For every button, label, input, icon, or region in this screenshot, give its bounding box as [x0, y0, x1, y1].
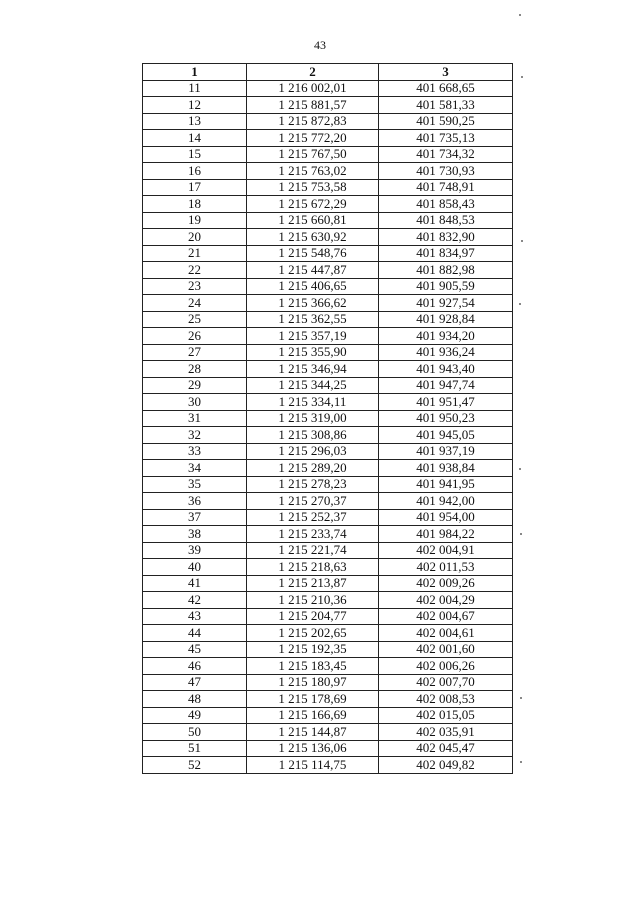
table-row: [143, 229, 513, 246]
point-number-cell: 33: [143, 443, 247, 460]
table-row: [143, 493, 513, 510]
y-coordinate-cell: 401 848,53: [379, 212, 513, 229]
y-coordinate-cell: 402 009,26: [379, 575, 513, 592]
point-number-cell: 32: [143, 427, 247, 444]
x-coordinate-cell: 1 215 362,55: [247, 311, 379, 328]
y-coordinate-cell: 401 947,74: [379, 377, 513, 394]
table-row: [143, 740, 513, 757]
x-coordinate-cell: 1 215 406,65: [247, 278, 379, 295]
table-row: [143, 97, 513, 114]
point-number-cell: 38: [143, 526, 247, 543]
x-coordinate-cell: 1 215 296,03: [247, 443, 379, 460]
x-coordinate-cell: 1 215 872,83: [247, 113, 379, 130]
y-coordinate-cell: 401 581,33: [379, 97, 513, 114]
point-number-cell: 22: [143, 262, 247, 279]
table-row: [143, 476, 513, 493]
table-row: [143, 278, 513, 295]
x-coordinate-cell: 1 215 334,11: [247, 394, 379, 411]
y-coordinate-cell: 402 035,91: [379, 724, 513, 741]
point-number-cell: 42: [143, 592, 247, 609]
y-coordinate-cell: 401 951,47: [379, 394, 513, 411]
scan-speck: [519, 468, 521, 470]
point-number-cell: 27: [143, 344, 247, 361]
page-number: 43: [314, 38, 326, 52]
point-number-cell: 40: [143, 559, 247, 576]
y-coordinate-cell: 401 832,90: [379, 229, 513, 246]
y-coordinate-cell: 401 984,22: [379, 526, 513, 543]
x-coordinate-cell: 1 215 252,37: [247, 509, 379, 526]
point-number-cell: 41: [143, 575, 247, 592]
table-row: [143, 460, 513, 477]
x-coordinate-cell: 1 215 180,97: [247, 674, 379, 691]
y-coordinate-cell: 401 882,98: [379, 262, 513, 279]
y-coordinate-cell: 402 004,29: [379, 592, 513, 609]
point-number-cell: 16: [143, 163, 247, 180]
x-coordinate-cell: 1 215 630,92: [247, 229, 379, 246]
scan-speck: [521, 240, 523, 242]
y-coordinate-cell: 401 858,43: [379, 196, 513, 213]
x-coordinate-cell: 1 215 753,58: [247, 179, 379, 196]
x-coordinate-cell: 1 215 672,29: [247, 196, 379, 213]
x-coordinate-cell: 1 215 355,90: [247, 344, 379, 361]
table-row: [143, 113, 513, 130]
y-coordinate-cell: 401 905,59: [379, 278, 513, 295]
table-row: [143, 212, 513, 229]
point-number-cell: 23: [143, 278, 247, 295]
table-row: [143, 179, 513, 196]
x-coordinate-cell: 1 215 763,02: [247, 163, 379, 180]
point-number-cell: 52: [143, 757, 247, 774]
x-coordinate-cell: 1 215 881,57: [247, 97, 379, 114]
table-row: [143, 361, 513, 378]
y-coordinate-cell: 401 942,00: [379, 493, 513, 510]
point-number-cell: 43: [143, 608, 247, 625]
point-number-cell: 25: [143, 311, 247, 328]
y-coordinate-cell: 401 927,54: [379, 295, 513, 312]
y-coordinate-cell: 402 001,60: [379, 641, 513, 658]
point-number-cell: 30: [143, 394, 247, 411]
table-row: [143, 641, 513, 658]
coordinates-table: [142, 63, 513, 774]
table-row: [143, 592, 513, 609]
x-coordinate-cell: 1 215 183,45: [247, 658, 379, 675]
table-row: [143, 410, 513, 427]
point-number-cell: 37: [143, 509, 247, 526]
point-number-cell: 12: [143, 97, 247, 114]
point-number-cell: 49: [143, 707, 247, 724]
point-number-cell: 21: [143, 245, 247, 262]
table-row: [143, 757, 513, 774]
x-coordinate-cell: 1 215 660,81: [247, 212, 379, 229]
x-coordinate-cell: 1 215 366,62: [247, 295, 379, 312]
point-number-cell: 29: [143, 377, 247, 394]
y-coordinate-cell: 401 934,20: [379, 328, 513, 345]
point-number-cell: 18: [143, 196, 247, 213]
table-row: [143, 377, 513, 394]
point-number-cell: 46: [143, 658, 247, 675]
x-coordinate-cell: 1 215 270,37: [247, 493, 379, 510]
x-coordinate-cell: 1 215 346,94: [247, 361, 379, 378]
x-coordinate-cell: 1 215 233,74: [247, 526, 379, 543]
x-coordinate-cell: 1 215 210,36: [247, 592, 379, 609]
point-number-cell: 50: [143, 724, 247, 741]
point-number-cell: 36: [143, 493, 247, 510]
point-number-cell: 31: [143, 410, 247, 427]
y-coordinate-cell: 402 004,61: [379, 625, 513, 642]
y-coordinate-cell: 401 834,97: [379, 245, 513, 262]
x-coordinate-cell: 1 215 548,76: [247, 245, 379, 262]
point-number-cell: 28: [143, 361, 247, 378]
y-coordinate-cell: 402 015,05: [379, 707, 513, 724]
point-number-cell: 20: [143, 229, 247, 246]
x-coordinate-cell: 1 215 772,20: [247, 130, 379, 147]
table-row: [143, 262, 513, 279]
table-row: [143, 674, 513, 691]
table-row: [143, 526, 513, 543]
y-coordinate-cell: 401 954,00: [379, 509, 513, 526]
scan-speck: [521, 76, 523, 78]
x-coordinate-cell: 1 215 357,19: [247, 328, 379, 345]
point-number-cell: 44: [143, 625, 247, 642]
column-header-3: 3: [379, 64, 513, 81]
y-coordinate-cell: 401 950,23: [379, 410, 513, 427]
y-coordinate-cell: 401 937,19: [379, 443, 513, 460]
column-header-2: 2: [247, 64, 379, 81]
y-coordinate-cell: 401 928,84: [379, 311, 513, 328]
y-coordinate-cell: 402 011,53: [379, 559, 513, 576]
y-coordinate-cell: 401 941,95: [379, 476, 513, 493]
x-coordinate-cell: 1 215 289,20: [247, 460, 379, 477]
x-coordinate-cell: 1 215 136,06: [247, 740, 379, 757]
point-number-cell: 15: [143, 146, 247, 163]
point-number-cell: 34: [143, 460, 247, 477]
table-row: [143, 130, 513, 147]
x-coordinate-cell: 1 215 204,77: [247, 608, 379, 625]
y-coordinate-cell: 401 735,13: [379, 130, 513, 147]
x-coordinate-cell: 1 215 114,75: [247, 757, 379, 774]
table-row: [143, 163, 513, 180]
x-coordinate-cell: 1 215 192,35: [247, 641, 379, 658]
table-header-row: [143, 64, 513, 81]
table-body: [143, 80, 513, 773]
y-coordinate-cell: 401 730,93: [379, 163, 513, 180]
x-coordinate-cell: 1 215 202,65: [247, 625, 379, 642]
scan-speck: [519, 303, 521, 305]
y-coordinate-cell: 401 734,32: [379, 146, 513, 163]
y-coordinate-cell: 401 936,24: [379, 344, 513, 361]
point-number-cell: 26: [143, 328, 247, 345]
x-coordinate-cell: 1 215 767,50: [247, 146, 379, 163]
column-header-1: 1: [143, 64, 247, 81]
y-coordinate-cell: 401 943,40: [379, 361, 513, 378]
point-number-cell: 51: [143, 740, 247, 757]
table-row: [143, 509, 513, 526]
point-number-cell: 24: [143, 295, 247, 312]
y-coordinate-cell: 402 049,82: [379, 757, 513, 774]
table-row: [143, 724, 513, 741]
table-row: [143, 196, 513, 213]
table-row: [143, 443, 513, 460]
table-row: [143, 658, 513, 675]
scan-speck: [520, 697, 522, 699]
scan-speck: [520, 761, 522, 763]
table-row: [143, 295, 513, 312]
point-number-cell: 45: [143, 641, 247, 658]
point-number-cell: 48: [143, 691, 247, 708]
y-coordinate-cell: 401 668,65: [379, 80, 513, 97]
y-coordinate-cell: 402 007,70: [379, 674, 513, 691]
x-coordinate-cell: 1 216 002,01: [247, 80, 379, 97]
x-coordinate-cell: 1 215 213,87: [247, 575, 379, 592]
x-coordinate-cell: 1 215 308,86: [247, 427, 379, 444]
table-row: [143, 559, 513, 576]
point-number-cell: 35: [143, 476, 247, 493]
table-row: [143, 245, 513, 262]
point-number-cell: 11: [143, 80, 247, 97]
point-number-cell: 13: [143, 113, 247, 130]
y-coordinate-cell: 402 004,67: [379, 608, 513, 625]
x-coordinate-cell: 1 215 144,87: [247, 724, 379, 741]
table-row: [143, 311, 513, 328]
point-number-cell: 17: [143, 179, 247, 196]
y-coordinate-cell: 401 945,05: [379, 427, 513, 444]
table-row: [143, 328, 513, 345]
table-row: [143, 707, 513, 724]
table-row: [143, 542, 513, 559]
x-coordinate-cell: 1 215 218,63: [247, 559, 379, 576]
y-coordinate-cell: 402 045,47: [379, 740, 513, 757]
table-row: [143, 691, 513, 708]
point-number-cell: 19: [143, 212, 247, 229]
table-row: [143, 394, 513, 411]
table-row: [143, 608, 513, 625]
table-row: [143, 344, 513, 361]
table-row: [143, 80, 513, 97]
x-coordinate-cell: 1 215 447,87: [247, 262, 379, 279]
y-coordinate-cell: 402 008,53: [379, 691, 513, 708]
table-row: [143, 575, 513, 592]
table-row: [143, 427, 513, 444]
x-coordinate-cell: 1 215 178,69: [247, 691, 379, 708]
x-coordinate-cell: 1 215 344,25: [247, 377, 379, 394]
x-coordinate-cell: 1 215 221,74: [247, 542, 379, 559]
table-row: [143, 146, 513, 163]
y-coordinate-cell: 402 006,26: [379, 658, 513, 675]
table-row: [143, 625, 513, 642]
x-coordinate-cell: 1 215 166,69: [247, 707, 379, 724]
y-coordinate-cell: 401 748,91: [379, 179, 513, 196]
scan-speck: [519, 14, 521, 16]
scan-speck: [520, 533, 522, 535]
point-number-cell: 39: [143, 542, 247, 559]
y-coordinate-cell: 402 004,91: [379, 542, 513, 559]
y-coordinate-cell: 401 590,25: [379, 113, 513, 130]
x-coordinate-cell: 1 215 278,23: [247, 476, 379, 493]
y-coordinate-cell: 401 938,84: [379, 460, 513, 477]
x-coordinate-cell: 1 215 319,00: [247, 410, 379, 427]
point-number-cell: 14: [143, 130, 247, 147]
point-number-cell: 47: [143, 674, 247, 691]
